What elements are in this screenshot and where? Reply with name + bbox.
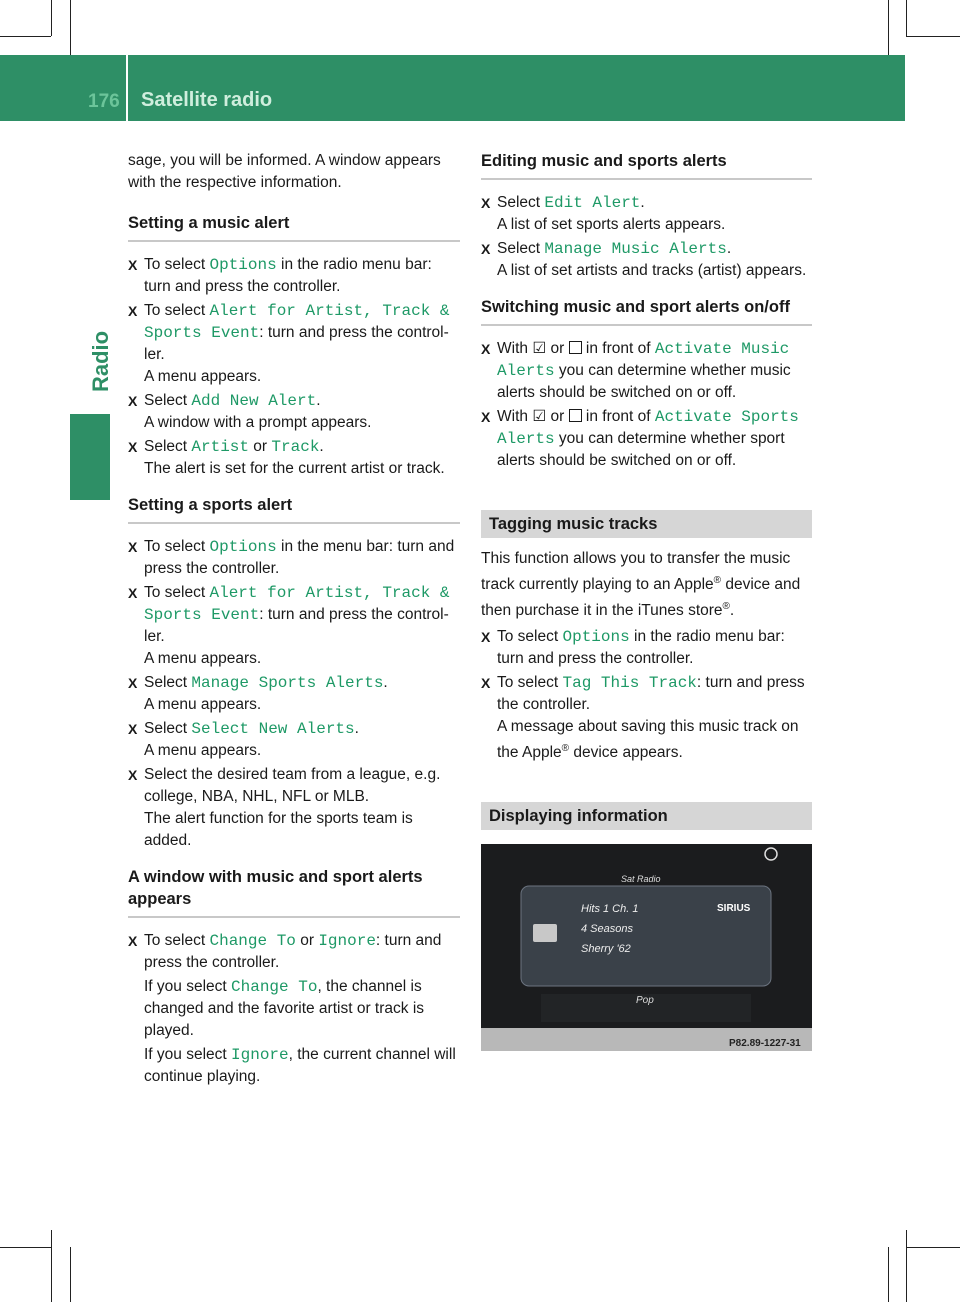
screen-title: Sat Radio: [621, 874, 661, 885]
crop-mark: [70, 1247, 71, 1302]
radio-screenshot: [481, 844, 812, 1051]
category-label: Pop: [636, 995, 654, 1007]
heading-editing: Editing music and sports alerts: [481, 150, 812, 180]
body-text: This function allows you to transfer the music track currently playing to an Apple® device and then purchase it in the iTunes store®.: [481, 550, 801, 620]
crop-mark: [0, 1247, 51, 1248]
list-item: X Select Edit Alert. A list of set sports alerts appears.: [481, 192, 812, 236]
list-item: X To select Options in the radio menu bar: turn and press the controller.: [481, 626, 812, 670]
list-item: X To select Alert for Artist, Track & Sports Event: turn and press the control-ler. A menu appears.: [128, 582, 460, 670]
list-item: X To select Change To or Ignore: turn and press the controller.: [128, 930, 460, 974]
list-item: X Select Select New Alerts. A menu appears.: [128, 718, 460, 762]
crop-mark: [906, 1230, 907, 1302]
heading-window-alerts: A window with music and sport alerts appears: [128, 866, 460, 918]
figure-caption: P82.89-1227-31: [729, 1038, 801, 1050]
heading-switching: Switching music and sport alerts on/off: [481, 296, 812, 326]
heading-tagging: Tagging music tracks: [481, 510, 812, 538]
brand-logo: SIRIUS: [717, 903, 751, 915]
crop-mark: [0, 36, 51, 37]
list-item: X Select Manage Sports Alerts. A menu appears.: [128, 672, 460, 716]
list-item: X With ☑ or in front of Activate Music Alerts you can determine whether music alerts should be switched on or off.: [481, 338, 812, 404]
section-label: Radio: [88, 330, 113, 392]
list-item: X Select Manage Music Alerts. A list of set artists and tracks (artist) appears.: [481, 238, 812, 282]
list-item: X To select Options in the radio menu bar: turn and press the controller.: [128, 254, 460, 298]
crop-mark: [906, 0, 907, 36]
list-item: X To select Tag This Track: turn and press the controller. A message about saving this music track on the Apple® device appears.: [481, 672, 812, 764]
header-divider: [126, 55, 128, 121]
crop-mark: [888, 0, 889, 55]
right-column: [481, 150, 812, 1051]
artist-row: 4 Seasons: [581, 923, 633, 936]
intro-text: sage, you will be informed. A window appears with the respective information.: [128, 152, 441, 191]
checked-box-icon: ☑: [532, 340, 547, 357]
page-number: 176: [88, 91, 120, 112]
unchecked-box-icon: [569, 409, 582, 422]
heading-display: Displaying information: [481, 802, 812, 830]
list-item: X With ☑ or in front of Activate Sports Alerts you can determine whether sport alerts should be switched on or off.: [481, 406, 812, 472]
list-item: X Select Add New Alert. A window with a prompt appears.: [128, 390, 460, 434]
list-item: X To select Options in the menu bar: turn and press the controller.: [128, 536, 460, 580]
channel-row: Hits 1 Ch. 1: [581, 903, 639, 916]
list-item: X To select Alert for Artist, Track & Sports Event: turn and press the control-ler. A menu appears.: [128, 300, 460, 388]
crop-mark: [906, 36, 960, 37]
left-column: [128, 150, 460, 1088]
list-item: X Select the desired team from a league, e.g. college, NBA, NHL, NFL or MLB. The alert function for the sports team is added.: [128, 764, 460, 852]
crop-mark: [51, 0, 52, 36]
crop-mark: [906, 1247, 960, 1248]
note-text: If you select Ignore, the current channel will continue playing.: [144, 1046, 456, 1085]
note-text: If you select Change To, the channel is changed and the favorite artist or track is played.: [144, 978, 425, 1039]
crop-mark: [51, 1230, 52, 1302]
checked-box-icon: ☑: [532, 408, 547, 425]
list-item: X Select Artist or Track. The alert is set for the current artist or track.: [128, 436, 460, 480]
track-row: Sherry '62: [581, 943, 631, 956]
header-bar: [0, 55, 905, 121]
heading-music-alert: Setting a music alert: [128, 212, 460, 242]
crop-mark: [70, 0, 71, 55]
heading-sports-alert: Setting a sports alert: [128, 494, 460, 524]
section-tab: [70, 414, 110, 500]
crop-mark: [888, 1247, 889, 1302]
page-title: Satellite radio: [141, 89, 273, 111]
unchecked-box-icon: [569, 341, 582, 354]
